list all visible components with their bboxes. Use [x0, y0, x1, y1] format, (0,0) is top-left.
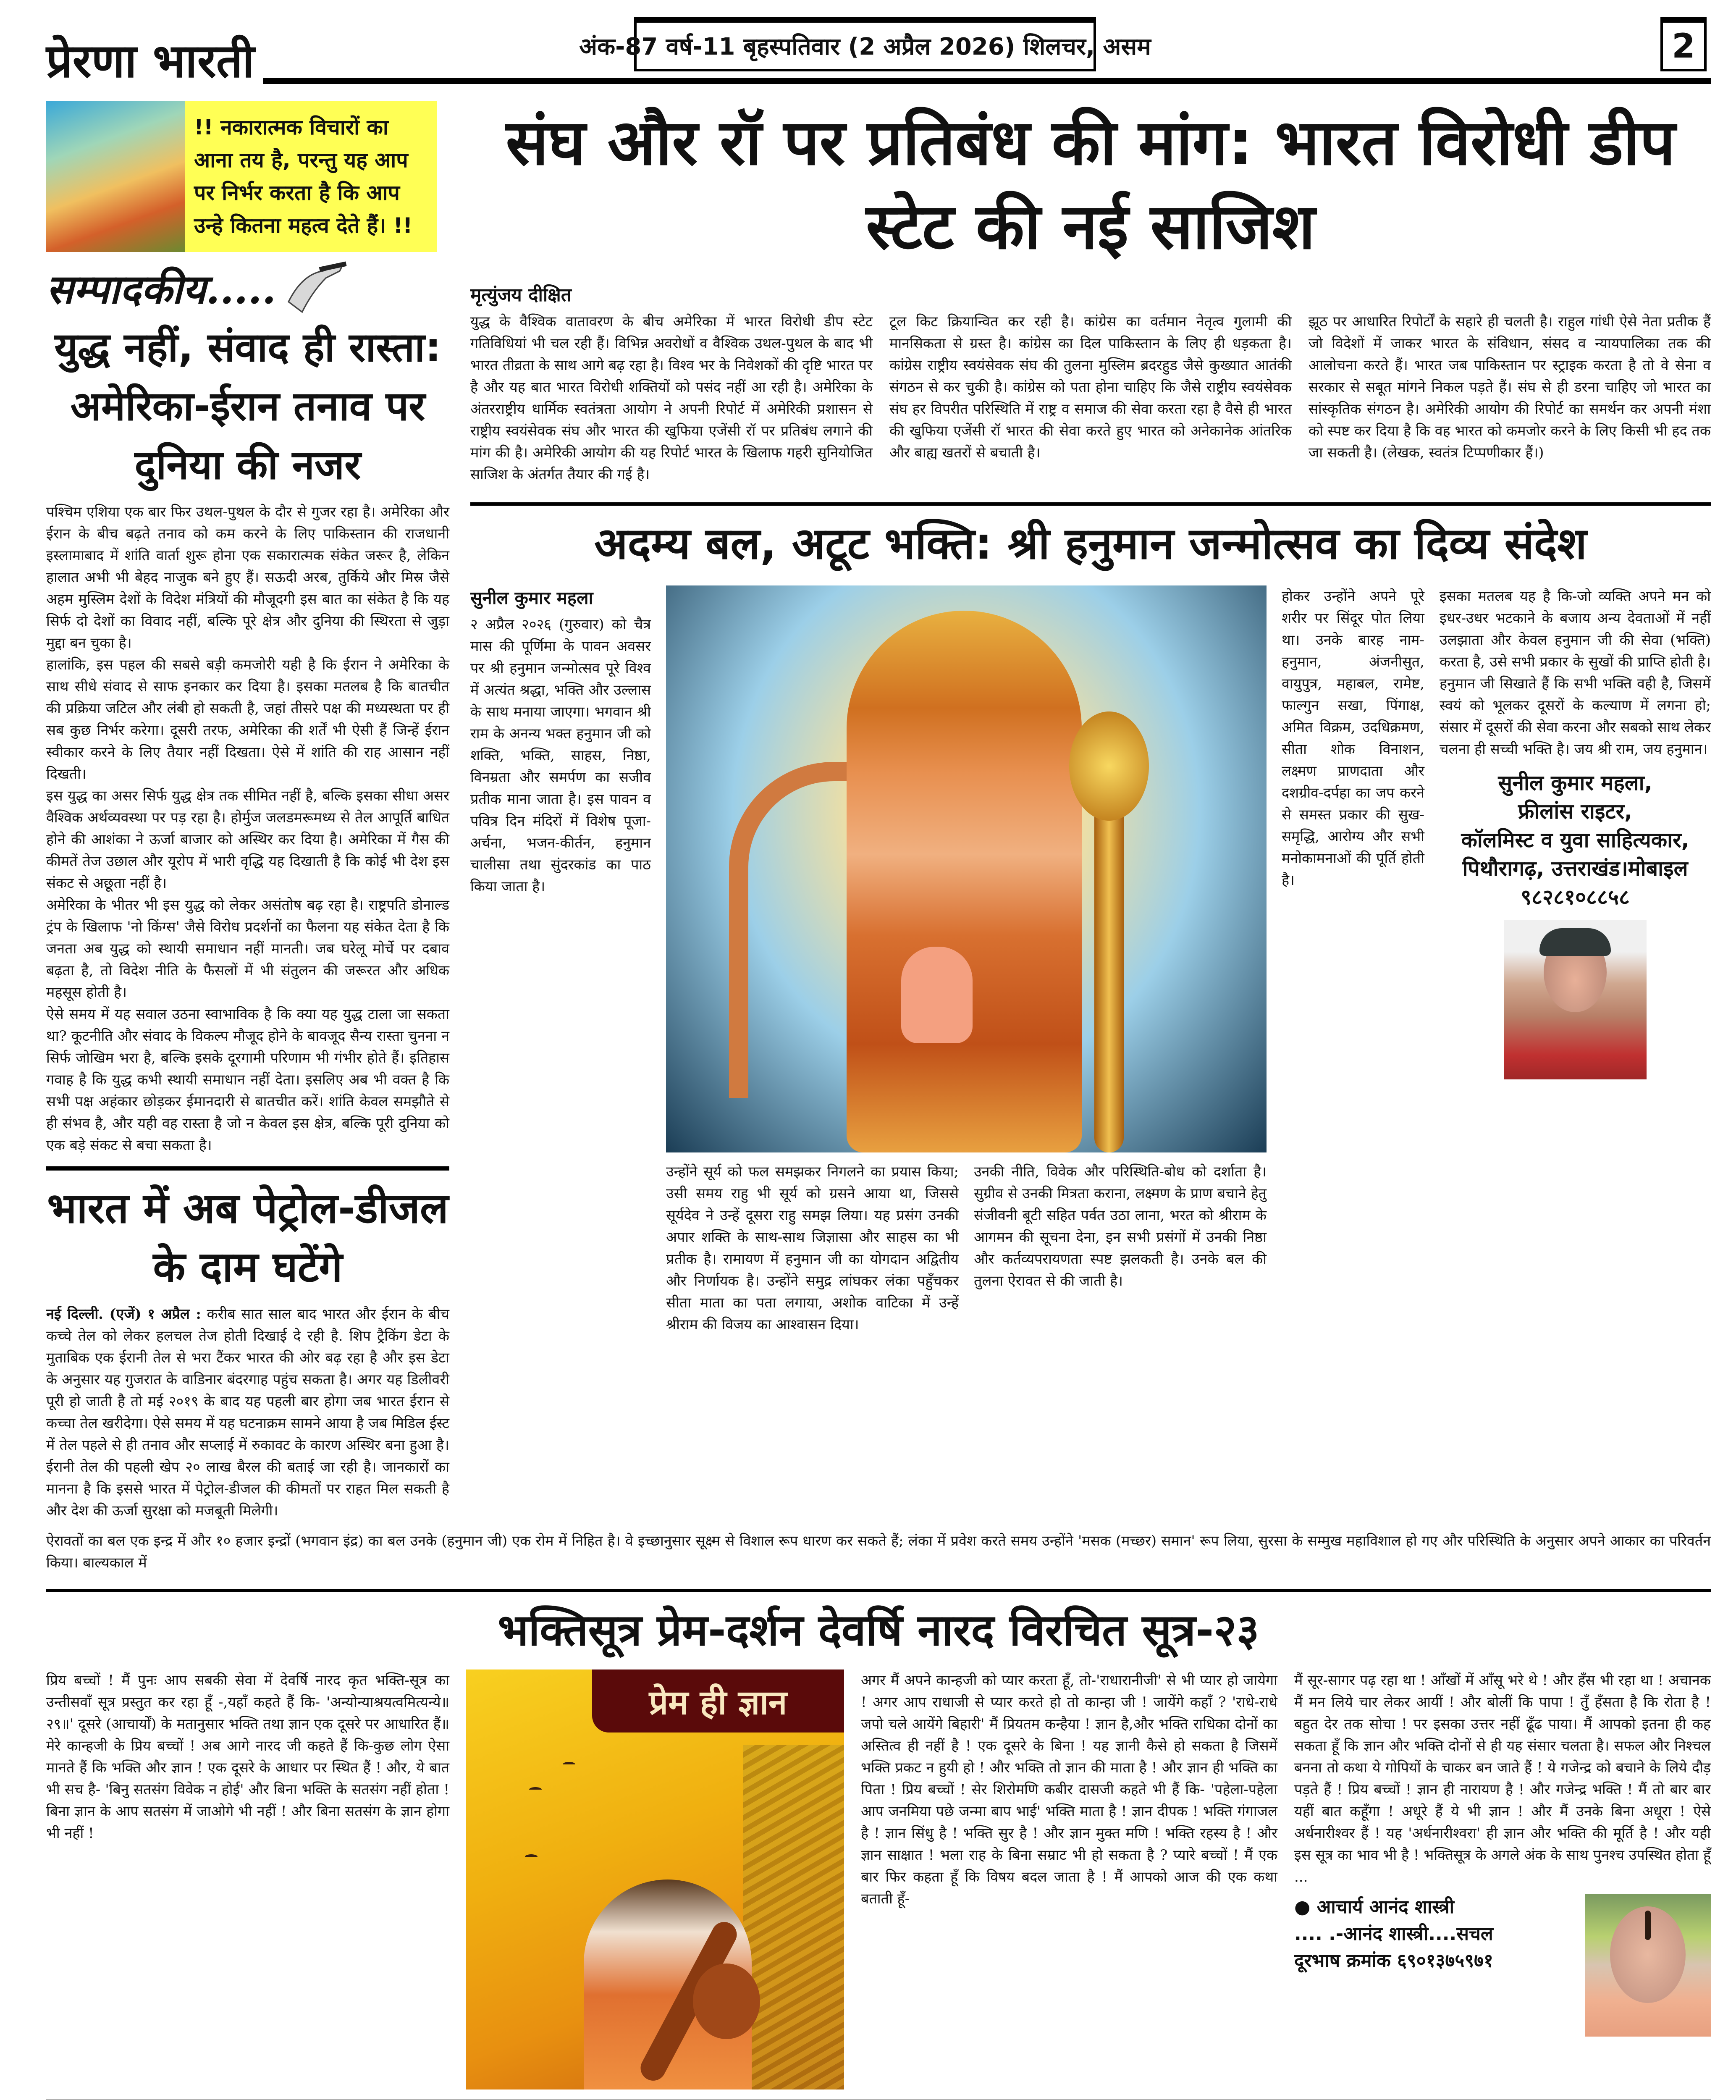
- hanuman-column-1: २ अप्रैल २०२६ (गुरुवार) को चैत्र मास की पूर्णिमा के पावन अवसर पर श्री हनुमान जन्मोत्सव पूरे विश्व में अत्यंत श्रद्धा, भक्ति और उल्लास के साथ मनाया जाएगा। भगवान श्री राम के अनन्य भक्त हनुमान जी को शक्ति, भक्ति, साहस, निष्ठा, विनम्रता और समर्पण का सजीव प्रतीक माना जाता है। इस पावन व पवित्र दिन मंदिरों में विशेष पूजा-अर्चना, भजन-कीर्तन, हनुमान चालीसा तथा सुंदरकांड का पाठ किया जाता है।: [470, 616, 651, 895]
- narad-column-3: मैं सूर-सागर पढ़ रहा था ! आँखों में आँसू भरे थे ! और हँस भी रहा था ! अचानक मैं मन लिये चार लेकर आयीं ! और बोलीं कि पापा ! तुँ हँसता है कि रोता है ! बहुत देर तक सोचा ! पर इसका उत्तर नहीं ढूँढ पाया। मैं आपको इतना ही कह सकता हूँ कि ज्ञान और भक्ति दोनों से ही यह संसार चलता है। सफल और निश्चल बनना तो कथा ये गोपियों के चाकर बन जाते हैं ! ये गजेन्द्र को बचाने के लिये दौड़ पड़ते हैं ! प्रिय बच्चों ! ज्ञान ही नारायण है ! और गजेन्द्र भक्ति ! मैं तो बार बार यहीं बात कहूँगा ! अधूरे हैं ये भी ज्ञान ! और मैं उनके बिना अधूरा ! ऐसे अर्धनारीश्वर हैं ! यह 'अर्धनारीश्वरा' ही ज्ञान और भक्ति की मूर्ति है ! और यही इस सूत्र का भाव भी है ! भक्तिसूत्र के अगले अंक के साथ पुनश्च उपस्थित होता हूँ ...: [1294, 1672, 1711, 1885]
- petrol-text: करीब सात साल बाद भारत और ईरान के बीच कच्चे तेल को लेकर हलचल तेज होती दिखाई दे रही है. शिप ट्रैकिंग डेटा के मुताबिक एक ईरानी तेल से भरा टैंकर भारत की ओर बढ़ रहा है और इस डेटा के अनुसार यह गुजरात के वाडिनार बंदरगाह पहुंच सकता है। अगर यह डिलीवरी पूरी हो जाती है तो मई २०१९ के बाद यह पहली बार होगा जब भारत ईरान से कच्चा तेल खरीदेगा। ऐसे समय में यह घटनाक्रम सामने आया है जब मिडिल ईस्ट में तेल पहले से ही तनाव और सप्लाई में रुकावट के कारण अस्थिर बना हुआ है। ईरानी तेल की पहली खेप २० लाख बैरल की बताई जा रही है। जानकारों का मानना है कि इससे भारत में पेट्रोल-डीजल की कीमतों पर राहत मिल सकती है और देश की ऊर्जा सुरक्षा को मजबूती मिलेगी।: [46, 1306, 449, 1519]
- right-area: [470, 101, 1711, 1522]
- hanuman-right-column: [1440, 585, 1711, 1336]
- hanuman-middle: [666, 585, 1267, 1336]
- editorial-label: सम्पादकीय.....: [46, 265, 276, 313]
- pen-writing-hand-icon: [280, 261, 351, 315]
- signature-role-1: फ्रीलांस राइटर,: [1518, 799, 1633, 824]
- quote-text: !! नकारात्मक विचारों का आना तय है, परन्तु यह आप पर निर्भर करता है कि आप उन्हे कितना महत्व देते हैं। !!: [185, 101, 437, 252]
- narad-signature: .... .-आनंद शास्त्री....सचल: [1294, 1923, 1493, 1945]
- narad-banner-text: प्रेम ही ज्ञान: [649, 1682, 787, 1722]
- hanuman-image: [666, 585, 1267, 1152]
- author-photo-anand-shastri: [1585, 1894, 1711, 2037]
- narad-right-column: [1294, 1670, 1711, 2090]
- signature-role-2: कॉलमिस्ट व युवा साहित्यकार, पिथौरागढ़, उत्तराखंड।मोबाइल: [1461, 828, 1689, 881]
- narad-grid: [46, 1670, 1711, 2090]
- narad-column-1: प्रिय बच्चों ! मैं पुनः आप सबकी सेवा में देवर्षि नारद कृत भक्ति-सूत्र का उन्तीसवाँ सूत्र प्रस्तुत कर रहा हूँ -,यहाँ कहते हैं कि- 'अन्योन्याश्रयत्वमित्यन्ये॥२९॥' दूसरे (आचार्यों) के मतानुसार भक्ति तथा ज्ञान एक दूसरे पर आधारित हैं॥ मेरे कान्हजी के प्रिय बच्चों ! अब आगे नारद जी कहते हैं कि-कुछ लोग ऐसा मानते हैं कि भक्ति और ज्ञान ! एक दूसरे के आधार पर स्थित हैं ! और, ये बात भी सच है- 'बिनु सतसंग विवेक न होई' और बिना भक्ति के सतसंग नहीं होता ! बिना ज्ञान के आप सतसंग में जाओगे भी नहीं ! और बिना सतसंग के ज्ञान होगा भी नहीं !: [46, 1672, 449, 1842]
- signature-phone: ९८२८१०८८५८: [1521, 885, 1630, 909]
- issue-line: अंक-87 वर्ष-11 बृहस्पतिवार (2 अप्रैल 2026) शिलचर, असम: [579, 33, 1151, 60]
- masthead: [46, 17, 1711, 88]
- hanuman-column-4: होकर उन्होंने अपने पूरे शरीर पर सिंदूर पोत लिया था। उनके बारह नाम-हनुमान, अंजनीसुत, वायुपुत्र, महाबल, रामेष्ट, फाल्गुन सखा, पिंगाक्ष, अमित विक्रम, उदधिक्रमण, सीता शोक विनाशन, लक्ष्मण प्राणदाता और दशग्रीव-दर्पहा का जप करने से समस्त प्रकार की सुख-समृद्धि, आरोग्य और सभी मनोकामनाओं की पूर्ति होती है।: [1282, 588, 1424, 889]
- hanuman-figure-shape: [847, 611, 1082, 1152]
- top-block: [46, 101, 1711, 1522]
- editorial-headline: युद्ध नहीं, संवाद ही रास्ता: अमेरिका-ईरान तनाव पर दुनिया की नजर: [54, 324, 441, 488]
- narad-image: [466, 1670, 844, 2090]
- shastri-signature-block: [1294, 1894, 1711, 2037]
- editorial-header: [46, 260, 449, 315]
- petrol-dateline: नई दिल्ली. (एजें) १ अप्रैल :: [46, 1306, 201, 1323]
- editorial-body: [46, 501, 449, 1156]
- hanuman-column-2: उन्होंने सूर्य को फल समझकर निगलने का प्रयास किया; उसी समय राहु भी सूर्य को ग्रसने आया था, जिससे सूर्यदेव ने उन्हें दूसरा राहु समझ लिया। यह प्रसंग उनकी अपार शक्ति के साथ-साथ जिज्ञासा और साहस का भी प्रतीक है। रामायण में हनुमान जी का योगदान अद्वितीय और निर्णायक है। उन्होंने समुद्र लांघकर लंका पहुँचकर सीता माता का पता लगाया, अशोक वाटिका में उन्हें श्रीराम की विजय का आश्वासन दिया।: [666, 1163, 959, 1333]
- page-number: 2: [1672, 26, 1695, 66]
- hanuman-tail-shape: [729, 762, 855, 1098]
- page-number-box: [1660, 17, 1707, 71]
- hanuman-headline: अदम्य बल, अटूट भक्ति: श्री हनुमान जन्मोत्सव का दिव्य संदेश: [470, 502, 1711, 573]
- issue-info-box: [579, 17, 1151, 71]
- editorial-paragraph: अमेरिका के भीतर भी इस युद्ध को लेकर असंतोष बढ़ रहा है। राष्ट्रपति डोनाल्ड ट्रंप के खिलाफ 'नो किंग्स' जैसे विरोध प्रदर्शनों का फैलना यह संकेत देता है कि जनता अब युद्ध को स्थायी समाधान नहीं मानती। जब घरेलू मोर्चे पर दबाव बढ़ता है, तो विदेश नीति के फैसलों में भी संतुलन की जरूरत और अधिक महसूस होती है।: [46, 897, 449, 1001]
- editorial-paragraph: ऐसे समय में यह सवाल उठना स्वाभाविक है कि क्या यह युद्ध टाला जा सकता था? कूटनीति और संवाद के विकल्प मौजूद होने के बावजूद सैन्य रास्ता चुनना न सिर्फ जोखिम भरा है, बल्कि इसके दूरगामी परिणाम भी गंभीर होते हैं। इतिहास गवाह है कि युद्ध कभी स्थायी समाधान नहीं देता। इसलिए अब भी वक्त है कि सभी पक्ष अहंकार छोड़कर ईमानदारी से बातचीत करें। शांति केवल समझौते से ही संभव है, और यही वह रास्ता है जो न केवल इस क्षेत्र, बल्कि पूरी दुनिया को एक बड़े संकट से बचा सकता है।: [46, 1006, 449, 1154]
- left-column: [46, 101, 449, 1522]
- tree-shape: [743, 1745, 844, 2090]
- hanuman-column-3: उनकी नीति, विवेक और परिस्थिति-बोध को दर्शाता है। सुग्रीव से उनकी मित्रता कराना, लक्ष्मण के प्राण बचाने हेतु संजीवनी बूटी सहित पर्वत उठा लाना, भरत को श्रीराम के आगमन की सूचना देना, इन सभी प्रसंगों में उनकी निष्ठा और कर्तव्यपरायणता स्पष्ट झलकती है। उनके बल की तुलना ऐरावत से की जाती है।: [974, 1163, 1267, 1289]
- hanuman-column-5: इसका मतलब यह है कि-जो व्यक्ति अपने मन को इधर-उधर भटकाने के बजाय अन्य देवताओं में नहीं उलझाता और केवल हनुमान जी की सेवा (भक्ति) करता है, उसे सभी प्रकार के सुखों की प्राप्ति होती है। हनुमान जी सिखाते हैं कि सभी भक्ति वही है, जिसमें स्वयं को भूलकर दूसरों के कल्याण में लगना हो; संसार में दूसरों की सेवा करना और सबको साथ लेकर चलना ही सच्ची भक्ति है। जय श्री राम, जय हनुमान।: [1440, 588, 1711, 758]
- masthead-rule: [263, 78, 1711, 84]
- editorial-paragraph: इस युद्ध का असर सिर्फ युद्ध क्षेत्र तक सीमित नहीं है, बल्कि इसका सीधा असर वैश्विक अर्थव्यवस्था पर पड़ रहा है। होर्मुज जलडमरूमध्य से तेल आपूर्ति बाधित होने की आशंका ने ऊर्जा बाजार को अस्थिर कर दिया है। अमेरिका में गैस की कीमतें तेज उछाल और यूरोप में भारी वृद्धि यह दिखाती है कि कोई भी देश इस संकट से अछूता नहीं है।: [46, 788, 449, 892]
- main-headline: संघ और रॉ पर प्रतिबंध की मांग: भारत विरोधी डीप स्टेट की नई साजिश: [506, 106, 1676, 263]
- petrol-headline: भारत में अब पेट्रोल-डीजल के दाम घटेंगे: [47, 1184, 448, 1292]
- bird-icon: [563, 1762, 575, 1767]
- narad-headline: भक्तिसूत्र प्रेम-दर्शन देवर्षि नारद विरचित सूत्र-२३: [46, 1589, 1711, 1659]
- deep-state-author: मृत्युंजय दीक्षित: [470, 284, 572, 306]
- deep-state-column-3: झूठ पर आधारित रिपोर्टों के सहारे ही चलती है। राहुल गांधी ऐसे नेता प्रतीक हैं जो विदेशों में जाकर भारत के संविधान, संसद व न्यायपालिका तक की आलोचना करते हैं। भारत जब पाकिस्तान पर स्ट्राइक करता है तो वे सेना व सरकार से सबूत मांगने निकल पड़ते हैं। संघ से ही डरना चाहिए जो भारत का सांस्कृतिक संगठन है। अमेरिकी आयोग की रिपोर्ट का समर्थन कर अपनी मंशा को स्पष्ट कर दिया है कि वह भारत को कमजोर करने के लिए किसी भी हद तक जा सकती है। (लेखक, स्वतंत्र टिप्पणीकार हैं।): [1309, 313, 1711, 461]
- petrol-body: [46, 1303, 449, 1522]
- shastri-text: [1294, 1894, 1576, 1974]
- mace-head-shape: [1069, 711, 1149, 821]
- hanuman-mid-columns: [666, 1161, 1267, 1336]
- editorial-paragraph: पश्चिम एशिया एक बार फिर उथल-पुथल के दौर से गुजर रहा है। अमेरिका और ईरान के बीच बढ़ते तनाव को कम करने के लिए पाकिस्तान की राजधानी इस्लामाबाद में शांति वार्ता शुरू होना एक सकारात्मक संकेत जरूर है, लेकिन हालात अभी भी बेहद नाजुक बने हुए हैं। सऊदी अरब, तुर्किये और मिस्र जैसे अहम मुस्लिम देशों के विदेश मंत्रियों की मौजूदगी इस बात का संकेत है कि यह सिर्फ दो देशों का विवाद नहीं, बल्कि पूरे क्षेत्र और दुनिया की स्थिरता से जुड़ा मुद्दा बन चुका है।: [46, 504, 449, 651]
- deep-state-column-2: टूल किट क्रियान्वित कर रही है। कांग्रेस का वर्तमान नेतृत्व गुलामी की मानसिकता से ग्रस्त है। कांग्रेस का दिल पाकिस्तान के लिए ही धड़कता है। कांग्रेस राष्ट्रीय स्वयंसेवक संघ की तुलना मुस्लिम ब्रदरहुड जैसे कुख्यात आतंकी संगठन से कर चुकी है। कांग्रेस को पता होना चाहिए कि जैसे राष्ट्रीय स्वयंसेवक संघ हर विपरीत परिस्थिति में राष्ट्र व समाज की सेवा करता रहा है वैसे ही भारत की खुफिया एजेंसी रॉ भारत की सेवा करते हुए भारत को अनेकानेक आंतरिक और बाह्य खतरों से बचाती है।: [889, 313, 1292, 461]
- bird-icon: [529, 1787, 542, 1792]
- signature-name: सुनील कुमार महला,: [1498, 771, 1652, 795]
- narad-column-2: अगर मैं अपने कान्हजी को प्यार करता हूँ, तो-'राधारानीजी' से भी प्यार हो जायेगा ! अगर आप राधाजी से प्यार करते हो तो कान्हा जी ! जायेंगे कहाँ ? 'राधे-राधे जपो चले आयेंगे बिहारी' मैं प्रियतम कन्हैया ! ज्ञान है,और भक्ति राधिका दोनों का अस्तित्व ही नहीं है ! एक दूसरे के बिना ! यह ज्ञानी कैसे हो सकता है जिसमें भक्ति प्रकट न हुयी हो ! और भक्ति तो ज्ञान की माता है ! और ज्ञान ही भक्ति का पिता ! प्रिय बच्चों ! सेर शिरोमणि कबीर दासजी कहते भी हैं कि- 'पहेला-पहेला आप जनमिया पछे जन्मा बाप भाई' भक्ति माता है ! ज्ञान दीपक ! भक्ति गंगाजल है ! ज्ञान सिंधु है ! भक्ति सुर है ! और ज्ञान मुक्त मणि ! भक्ति रहस्य है ! और ज्ञान साक्षात ! भला राह के बिना सम्राट भी हो सकता है ? प्यारे बच्चों ! मैं एक बार फिर कहता हूँ कि विषय बदल जाता है ! मैं आपको आज की एक कथा बताती हूँ-: [861, 1672, 1277, 1907]
- hanuman-grid: [470, 585, 1711, 1336]
- author-photo-sunil: [1504, 920, 1647, 1079]
- hanuman-author-signature: [1440, 769, 1711, 911]
- hanuman-shlok: ऐरावतों का बल एक इन्द्र में और १० हजार इन्द्रों (भगवान इंद्र) का बल उनके (हनुमान जी) एक रोम में निहित है। वे इच्छानुसार सूक्ष्म से विशाल रूप धारण कर सकते हैं; लंका में प्रवेश करते समय उन्होंने 'मसक (मच्छर) समान' रूप लिया, सुरसा के सम्मुख महाविशाल हो गए और परिस्थिति के अनुसार अपने आकार का परिवर्तन किया। बाल्यकाल में: [46, 1533, 1711, 1571]
- masthead-title: प्रेरणा भारती: [46, 34, 254, 88]
- deep-state-column-1: युद्ध के वैश्विक वातावरण के बीच अमेरिका में भारत विरोधी डीप स्टेट गतिविधियां भी चल रही हैं। विभिन्न अवरोधों व वैश्विक उथल-पुथल के बाद भी भारत तीव्रता के साथ आगे बढ़ रहा है। विश्व भर के निवेशकों की दृष्टि भारत पर है और यह बात भारत विरोधी शक्तियों को पसंद नहीं आ रही है। अमेरिका के अंतरराष्ट्रीय धार्मिक स्वतंत्रता आयोग ने अपनी रिपोर्ट में अमेरिकी प्रशासन से राष्ट्रीय स्वयंसेवक संघ और भारत की खुफिया एजेंसी रॉ पर प्रतिबंध लगाने की मांग की है। अमेरिकी आयोग की यह रिपोर्ट भारत के खिलाफ गहरी सुनियोजित साजिश के अंतर्गत तैयार की गई है।: [470, 313, 873, 483]
- hanuman-blessing-hand-shape: [901, 947, 973, 1043]
- narad-image-banner: [592, 1670, 844, 1732]
- hanuman-left-column: [470, 585, 651, 1336]
- krishna-arjuna-image: [46, 101, 185, 252]
- deep-state-columns: [470, 311, 1711, 486]
- hanuman-author: सुनील कुमार महला: [470, 588, 593, 608]
- editorial-paragraph: हालांकि, इस पहल की सबसे बड़ी कमजोरी यही है कि ईरान ने अमेरिका के साथ सीधे संवाद से साफ इनकार कर दिया है। इसका मतलब है कि बातचीत की प्रक्रिया जटिल और लंबी हो सकती है, जहां तीसरे पक्ष की मध्यस्थता पर ही सब कुछ निर्भर करेगा। दूसरी तरफ, अमेरिका की शर्तें भी ऐसी हैं जिन्हें ईरान स्वीकार करने के लिए तैयार नहीं दिखता। ऐसे में शांति की राह आसान नहीं दिखती।: [46, 656, 449, 782]
- quote-box: [46, 101, 437, 252]
- narad-phone: दूरभाष क्रमांक ६९०१३७५९७१: [1294, 1950, 1493, 1971]
- section-divider: [46, 1166, 449, 1171]
- veena-gourd-shape: [693, 1964, 760, 2039]
- bird-icon: [525, 1854, 538, 1859]
- narad-author-label: ● आचार्य आनंद शास्त्री: [1294, 1896, 1455, 1918]
